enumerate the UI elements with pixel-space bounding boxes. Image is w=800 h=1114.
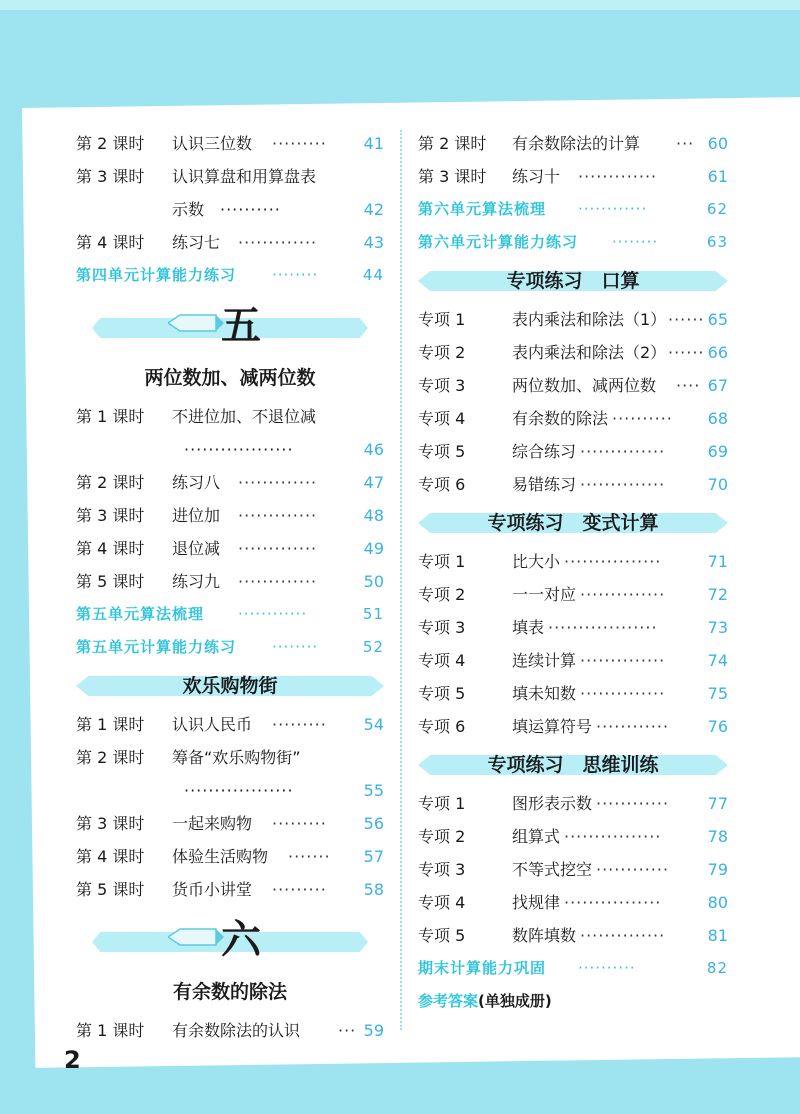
- unit-numeral: 五: [221, 303, 261, 349]
- toc-entry[interactable]: 专项 6 易错练习 ·············· 70: [418, 468, 728, 501]
- page-ref: 59: [363, 1021, 384, 1040]
- page-ref: 52: [362, 638, 384, 656]
- page-ref: 42: [363, 200, 384, 219]
- toc-entry-continuation[interactable]: ·················· 46: [76, 433, 384, 466]
- toc-entry[interactable]: 第 2 课时 筹备“欢乐购物街”: [76, 748, 301, 767]
- toc-entry[interactable]: 第 3 课时 进位加 ············· 48: [76, 499, 384, 532]
- toc-entry[interactable]: 专项 6 填运算符号 ············ 76: [418, 710, 728, 743]
- page-ref: 78: [707, 827, 728, 846]
- unit-title: 两位数加、减两位数: [144, 367, 316, 389]
- page-number: 2: [64, 1046, 81, 1074]
- page-ref: 60: [707, 134, 728, 153]
- toc-entry-continuation[interactable]: 示数 ·········· 42: [76, 193, 384, 226]
- toc-entry[interactable]: 第 4 课时 体验生活购物 ······· 57: [76, 840, 384, 873]
- page-ref: 58: [363, 880, 384, 899]
- toc-entry[interactable]: 专项 1 图形表示数 ············ 77: [418, 787, 728, 820]
- top-stripe: [0, 0, 800, 10]
- unit-review-entry[interactable]: 第四单元计算能力练习 ········ 44: [76, 259, 384, 292]
- page-ref: 65: [707, 310, 728, 329]
- toc-entry[interactable]: 第 3 课时 练习十 ············· 61: [418, 160, 728, 193]
- page-ref: 61: [707, 167, 728, 186]
- page-ref: 43: [363, 233, 384, 252]
- page-ref: 49: [363, 539, 384, 558]
- page-ref: 69: [707, 442, 728, 461]
- section-banner: 专项练习 思维训练: [418, 747, 728, 783]
- page-ref: 46: [363, 440, 384, 459]
- page-ref: 75: [707, 684, 728, 703]
- toc-entry[interactable]: 专项 2 组算式 ················ 78: [418, 820, 728, 853]
- page-ref: 81: [707, 926, 728, 945]
- section-banner: 专项练习 口算: [418, 263, 728, 299]
- section-banner: 欢乐购物街: [76, 668, 384, 704]
- toc-entry[interactable]: 第 1 课时 不进位加、不退位减: [76, 407, 317, 426]
- toc-entry[interactable]: 第 2 课时 认识三位数 ········· 41: [76, 127, 384, 160]
- page-ref: 57: [363, 847, 384, 866]
- page-ref: 76: [707, 717, 728, 736]
- page-ref: 63: [706, 233, 728, 251]
- page-ref: 82: [706, 959, 728, 977]
- unit-6-header: [76, 912, 384, 974]
- page-ref: 74: [707, 651, 728, 670]
- toc-right-column: [418, 127, 728, 1018]
- toc-entry[interactable]: 专项 4 有余数的除法 ·········· 68: [418, 402, 728, 435]
- toc-entry[interactable]: 专项 1 表内乘法和除法（1） ······ 65: [418, 303, 728, 336]
- unit-numeral: 六: [221, 917, 261, 963]
- toc-entry[interactable]: 专项 2 表内乘法和除法（2） ······ 66: [418, 336, 728, 369]
- toc-entry[interactable]: 第 3 课时 一起来购物 ········· 56: [76, 807, 384, 840]
- unit-review-entry[interactable]: 第六单元算法梳理 ············ 62: [418, 193, 728, 226]
- page-ref: 72: [707, 585, 728, 604]
- toc-left-column: [76, 127, 384, 1047]
- page-ref: 50: [363, 572, 384, 591]
- page-ref: 54: [363, 715, 384, 734]
- unit-5-header: [76, 298, 384, 360]
- page-ref: 67: [707, 376, 728, 395]
- toc-entry[interactable]: 第 3 课时 认识算盘和用算盘表: [76, 167, 317, 186]
- toc-entry[interactable]: 专项 5 数阵填数 ·············· 81: [418, 919, 728, 952]
- toc-entry-continuation[interactable]: ·················· 55: [76, 774, 384, 807]
- unit-title: 有余数的除法: [172, 981, 287, 1003]
- toc-entry[interactable]: 第 1 课时 认识人民币 ········· 54: [76, 708, 384, 741]
- toc-entry[interactable]: 第 2 课时 练习八 ············· 47: [76, 466, 384, 499]
- unit-review-entry[interactable]: 第五单元计算能力练习 ········ 52: [76, 631, 384, 664]
- page-ref: 71: [707, 552, 728, 571]
- page-ref: 47: [363, 473, 384, 492]
- page-ref: 48: [363, 506, 384, 525]
- toc-entry[interactable]: 专项 4 连续计算 ·············· 74: [418, 644, 728, 677]
- unit-review-entry[interactable]: 第六单元计算能力练习 ········ 63: [418, 226, 728, 259]
- page-ref: 41: [363, 134, 384, 153]
- answer-key-entry[interactable]: 参考答案(单独成册): [418, 992, 552, 1010]
- toc-entry[interactable]: 第 5 课时 练习九 ············· 50: [76, 565, 384, 598]
- page-ref: 56: [363, 814, 384, 833]
- toc-entry[interactable]: 专项 1 比大小 ················ 71: [418, 545, 728, 578]
- toc-entry[interactable]: 专项 5 填未知数 ·············· 75: [418, 677, 728, 710]
- page-ref: 44: [362, 266, 384, 284]
- page-ref: 70: [707, 475, 728, 494]
- toc-entry[interactable]: 专项 4 找规律 ················ 80: [418, 886, 728, 919]
- page-ref: 68: [707, 409, 728, 428]
- page-ref: 73: [707, 618, 728, 637]
- toc-entry[interactable]: 专项 2 一一对应 ·············· 72: [418, 578, 728, 611]
- toc-entry[interactable]: 第 4 课时 练习七 ············· 43: [76, 226, 384, 259]
- toc-entry[interactable]: 专项 3 不等式挖空 ············ 79: [418, 853, 728, 886]
- final-review-entry[interactable]: 期末计算能力巩固 ·········· 82: [418, 952, 728, 985]
- page-ref: 79: [707, 860, 728, 879]
- toc-entry[interactable]: 第 1 课时 有余数除法的认识 ··· 59: [76, 1014, 384, 1047]
- page-ref: 80: [707, 893, 728, 912]
- section-banner: 专项练习 变式计算: [418, 505, 728, 541]
- unit-review-entry[interactable]: 第五单元算法梳理 ············ 51: [76, 598, 384, 631]
- toc-entry[interactable]: 专项 3 两位数加、减两位数 ···· 67: [418, 369, 728, 402]
- page-ref: 66: [707, 343, 728, 362]
- page-ref: 55: [363, 781, 384, 800]
- page-ref: 77: [707, 794, 728, 813]
- toc-entry[interactable]: 第 4 课时 退位减 ············· 49: [76, 532, 384, 565]
- toc-entry[interactable]: 第 5 课时 货币小讲堂 ········· 58: [76, 873, 384, 906]
- toc-entry[interactable]: 专项 5 综合练习 ·············· 69: [418, 435, 728, 468]
- column-divider: [400, 130, 402, 1030]
- page-ref: 51: [362, 605, 384, 623]
- toc-entry[interactable]: 专项 3 填表 ·················· 73: [418, 611, 728, 644]
- page-ref: 62: [706, 200, 728, 218]
- toc-entry[interactable]: 第 2 课时 有余数除法的计算 ··· 60: [418, 127, 728, 160]
